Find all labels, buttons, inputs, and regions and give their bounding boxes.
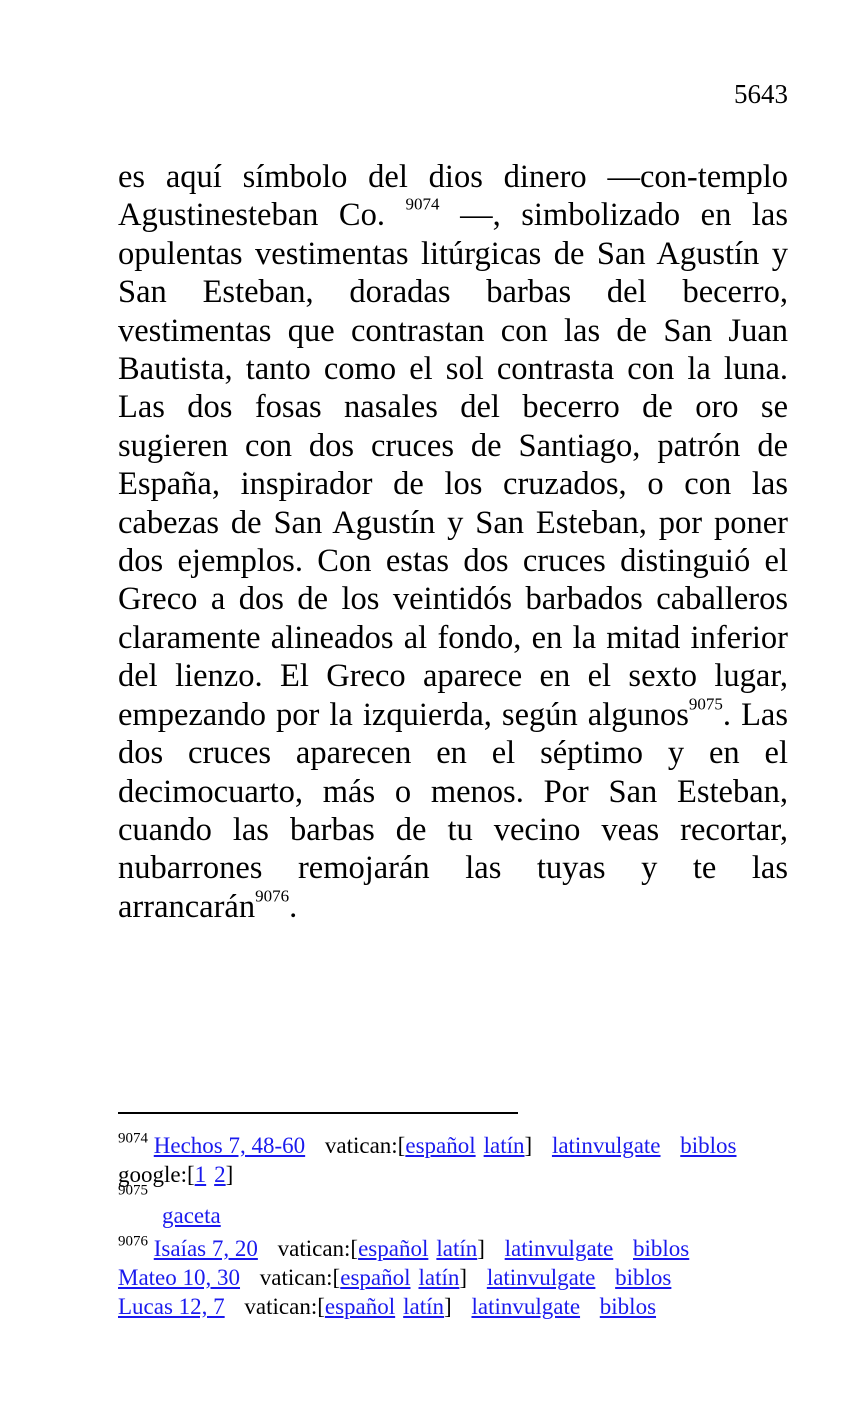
link-biblos[interactable]: biblos bbox=[599, 1294, 657, 1319]
body-text-part-4: . bbox=[289, 888, 298, 925]
footnote-9076-line-2 bbox=[118, 1263, 798, 1292]
footnote-9074 bbox=[118, 1131, 798, 1160]
link-espanol[interactable]: español bbox=[340, 1265, 411, 1290]
body-paragraph bbox=[118, 158, 788, 926]
vatican-label: vatican:[ bbox=[259, 1265, 341, 1290]
link-google-1[interactable]: 1 bbox=[194, 1162, 207, 1187]
google-label: google:[ bbox=[118, 1162, 195, 1187]
footnotes-section bbox=[118, 1131, 798, 1321]
body-text-part-2: ―, simbolizado en las opulentas vestimentas litúrgicas de San Agustín y San Esteban, doradas barbas del becerro, vestimentas que contrastan con las de San Juan Bautista, tanto como el sol contrasta con la luna. Las dos fosas nasales del becerro de oro se sugieren con dos cruces de Santiago, patrón de España, inspirador de los cruzados, o con las cabezas de San Agustín y San Esteban, por poner dos ejemplos. Con estas dos cruces distinguió el Greco a dos de los veintidós barbados caballeros claramente alineados al fondo, en la mitad inferior del lienzo. El Greco aparece en el sexto lugar, empezando por la izquierda, según algunos bbox=[118, 197, 788, 733]
link-gaceta[interactable]: gaceta bbox=[162, 1203, 221, 1228]
footnote-9076-line-3 bbox=[118, 1292, 798, 1321]
vatican-label: vatican:[ bbox=[324, 1133, 406, 1158]
link-mateo-10-30[interactable]: Mateo 10, 30 bbox=[118, 1265, 241, 1290]
body-text-part-1: es aquí símbolo del dios dinero ―con-templo Agustinesteban Co. bbox=[118, 159, 788, 234]
link-latin[interactable]: latín bbox=[418, 1265, 460, 1290]
bracket-close: ] bbox=[444, 1294, 452, 1319]
link-latin[interactable]: latín bbox=[483, 1133, 525, 1158]
vatican-label: vatican:[ bbox=[277, 1236, 359, 1261]
page-number: 5643 bbox=[734, 79, 788, 109]
link-latinvulgate[interactable]: latinvulgate bbox=[471, 1294, 581, 1319]
bracket-close: ] bbox=[225, 1162, 234, 1187]
link-espanol[interactable]: español bbox=[324, 1294, 396, 1319]
link-espanol[interactable]: español bbox=[405, 1133, 476, 1158]
footnote-number: 9075 bbox=[118, 1182, 148, 1199]
footnote-number: 9074 bbox=[118, 1130, 148, 1147]
bracket-close: ] bbox=[524, 1133, 533, 1158]
link-latinvulgate[interactable]: latinvulgate bbox=[551, 1133, 661, 1158]
footnote-ref-9074: 9074 bbox=[405, 195, 440, 215]
link-hechos-7-48-60[interactable]: Hechos 7, 48-60 bbox=[153, 1133, 306, 1158]
footnote-ref-9075: 9075 bbox=[688, 694, 723, 714]
link-biblos[interactable]: biblos bbox=[615, 1265, 672, 1290]
link-lucas-12-7[interactable]: Lucas 12, 7 bbox=[118, 1294, 225, 1319]
link-latin[interactable]: latín bbox=[436, 1236, 478, 1261]
link-google-2[interactable]: 2 bbox=[214, 1162, 226, 1187]
link-latinvulgate[interactable]: latinvulgate bbox=[486, 1265, 596, 1290]
footnote-9075-link bbox=[118, 1201, 798, 1230]
footnote-ref-9076: 9076 bbox=[255, 886, 290, 906]
link-isaias-7-20[interactable]: Isaías 7, 20 bbox=[153, 1236, 258, 1261]
link-latin[interactable]: latín bbox=[403, 1294, 445, 1319]
body-text-part-3: . Las dos cruces aparecen en el séptimo y en el decimocuarto, más o menos. Por San Esteban, cuando las barbas de tu vecino veas recortar, nubarrones remojarán las tuyas y te las arrancarán bbox=[118, 696, 788, 925]
bracket-close: ] bbox=[477, 1236, 485, 1261]
link-biblos[interactable]: biblos bbox=[680, 1133, 737, 1158]
link-espanol[interactable]: español bbox=[358, 1236, 429, 1261]
link-latinvulgate[interactable]: latinvulgate bbox=[504, 1236, 614, 1261]
footnote-9076 bbox=[118, 1234, 798, 1263]
link-biblos[interactable]: biblos bbox=[633, 1236, 690, 1261]
vatican-label: vatican:[ bbox=[244, 1294, 325, 1319]
footnote-number: 9076 bbox=[118, 1233, 148, 1250]
footnote-divider bbox=[118, 1112, 518, 1114]
bracket-close: ] bbox=[459, 1265, 468, 1290]
footnote-9074-google bbox=[118, 1160, 798, 1189]
